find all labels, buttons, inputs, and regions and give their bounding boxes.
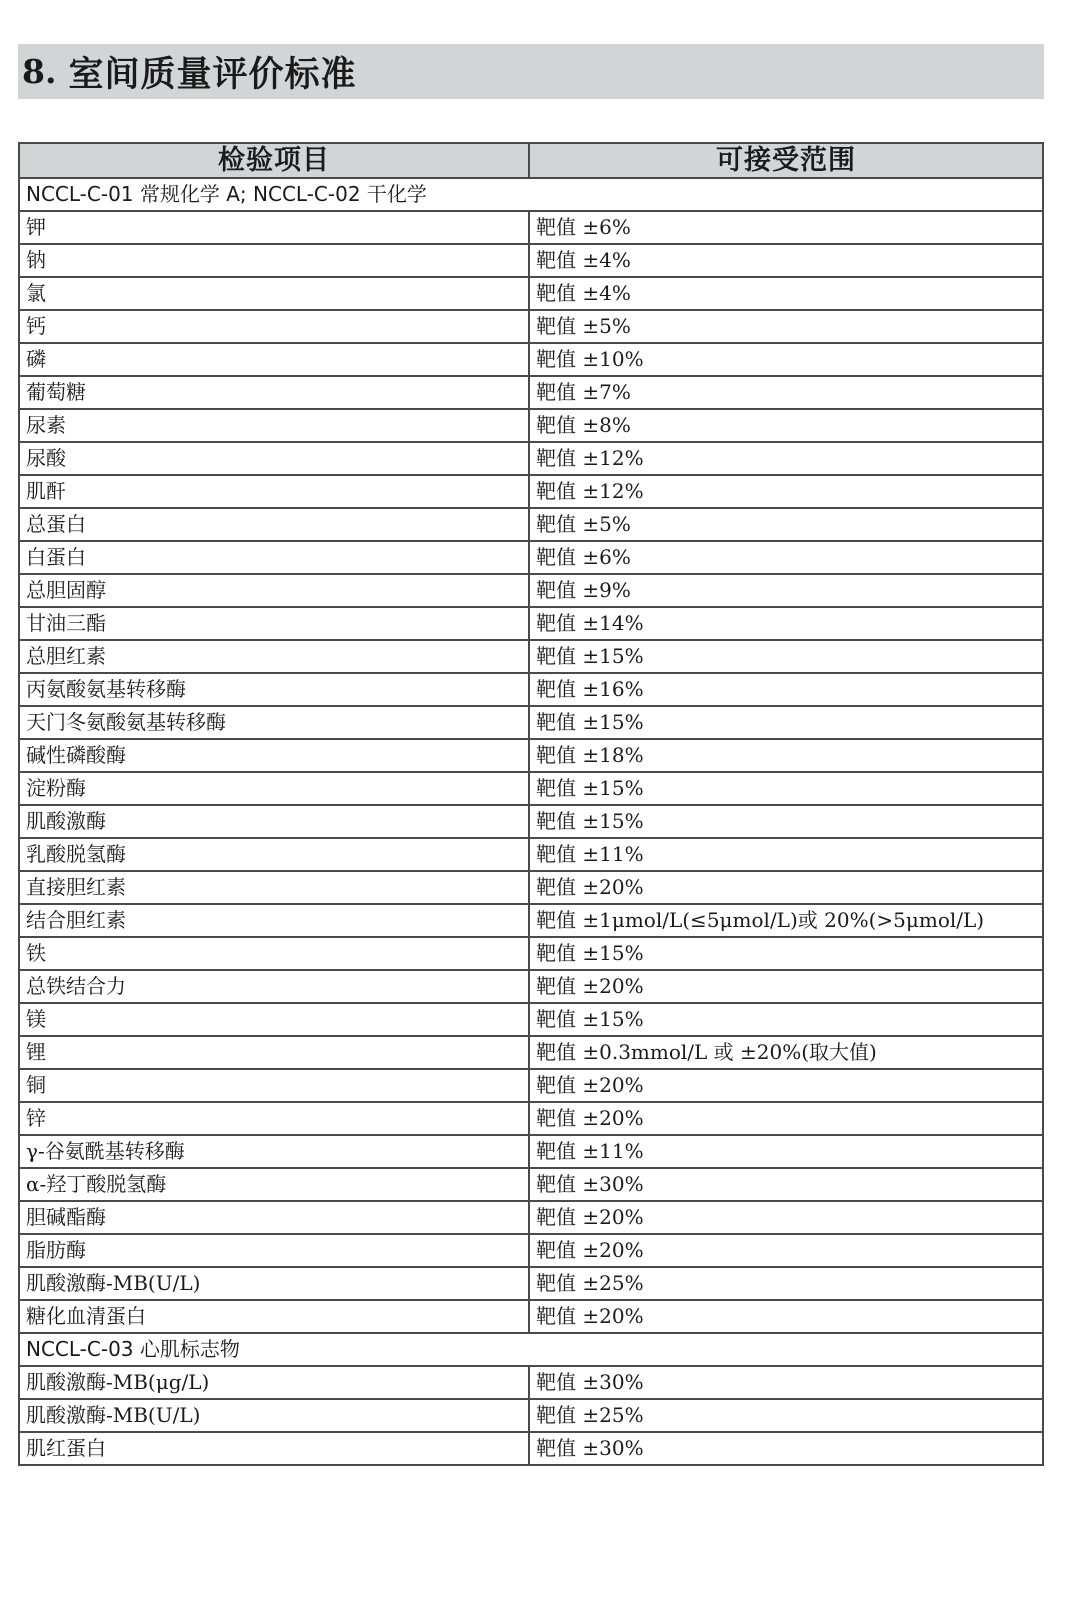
- test-item-cell: 脂肪酶: [19, 1234, 529, 1267]
- acceptable-range-cell: 靶值 ±30%: [529, 1432, 1043, 1465]
- acceptable-range-cell: 靶值 ±0.3mmol/L 或 ±20%(取大值): [529, 1036, 1043, 1069]
- table-row: [19, 607, 1043, 640]
- acceptable-range-cell: 靶值 ±11%: [529, 1135, 1043, 1168]
- acceptable-range-cell: 靶值 ±15%: [529, 1003, 1043, 1036]
- test-item-cell: 丙氨酸氨基转移酶: [19, 673, 529, 706]
- test-item-cell: 钾: [19, 211, 529, 244]
- acceptable-range-cell: 靶值 ±20%: [529, 1069, 1043, 1102]
- acceptable-range-cell: 靶值 ±11%: [529, 838, 1043, 871]
- acceptable-range-cell: 靶值 ±20%: [529, 1234, 1043, 1267]
- table-row: [19, 343, 1043, 376]
- test-item-cell: 肌酸激酶-MB(U/L): [19, 1267, 529, 1300]
- acceptable-range-cell: 靶值 ±15%: [529, 640, 1043, 673]
- test-item-cell: 白蛋白: [19, 541, 529, 574]
- acceptable-range-cell: 靶值 ±20%: [529, 871, 1043, 904]
- acceptable-range-cell: 靶值 ±7%: [529, 376, 1043, 409]
- table-row: [19, 706, 1043, 739]
- table-row: [19, 1432, 1043, 1465]
- test-item-cell: 胆碱酯酶: [19, 1201, 529, 1234]
- test-item-cell: 尿酸: [19, 442, 529, 475]
- test-item-cell: 结合胆红素: [19, 904, 529, 937]
- table-row: [19, 1168, 1043, 1201]
- test-item-cell: 肌酸激酶-MB(U/L): [19, 1399, 529, 1432]
- acceptable-range-cell: 靶值 ±15%: [529, 937, 1043, 970]
- acceptable-range-cell: 靶值 ±18%: [529, 739, 1043, 772]
- table-row: [19, 508, 1043, 541]
- table-row: [19, 574, 1043, 607]
- acceptable-range-cell: 靶值 ±10%: [529, 343, 1043, 376]
- test-item-cell: 钙: [19, 310, 529, 343]
- acceptable-range-cell: 靶值 ±15%: [529, 706, 1043, 739]
- test-item-cell: 钠: [19, 244, 529, 277]
- table-row: [19, 541, 1043, 574]
- table-row: [19, 772, 1043, 805]
- test-item-cell: 尿素: [19, 409, 529, 442]
- section-title-bar: [18, 44, 1044, 99]
- table-row: [19, 838, 1043, 871]
- table-row: [19, 244, 1043, 277]
- table-row: [19, 640, 1043, 673]
- acceptable-range-cell: 靶值 ±15%: [529, 772, 1043, 805]
- acceptable-range-cell: 靶值 ±20%: [529, 1102, 1043, 1135]
- acceptable-range-cell: 靶值 ±20%: [529, 970, 1043, 1003]
- test-item-cell: 肌红蛋白: [19, 1432, 529, 1465]
- table-body: [19, 178, 1043, 1465]
- acceptable-range-cell: 靶值 ±8%: [529, 409, 1043, 442]
- test-item-cell: 铜: [19, 1069, 529, 1102]
- header-acceptable-range: 可接受范围: [529, 143, 1043, 178]
- acceptable-range-cell: 靶值 ±30%: [529, 1168, 1043, 1201]
- test-item-cell: 总蛋白: [19, 508, 529, 541]
- acceptable-range-cell: 靶值 ±20%: [529, 1201, 1043, 1234]
- group-header-row: [19, 178, 1043, 211]
- table-row: [19, 442, 1043, 475]
- table-row: [19, 310, 1043, 343]
- table-row: [19, 1069, 1043, 1102]
- acceptable-range-cell: 靶值 ±5%: [529, 508, 1043, 541]
- acceptable-range-cell: 靶值 ±14%: [529, 607, 1043, 640]
- test-item-cell: 镁: [19, 1003, 529, 1036]
- table-row: [19, 409, 1043, 442]
- table-row: [19, 904, 1043, 937]
- test-item-cell: 乳酸脱氢酶: [19, 838, 529, 871]
- test-item-cell: 总胆红素: [19, 640, 529, 673]
- acceptable-range-cell: 靶值 ±25%: [529, 1399, 1043, 1432]
- test-item-cell: 肌酸激酶-MB(μg/L): [19, 1366, 529, 1399]
- test-item-cell: 肌酐: [19, 475, 529, 508]
- acceptable-range-cell: 靶值 ±25%: [529, 1267, 1043, 1300]
- table-row: [19, 211, 1043, 244]
- table-row: [19, 1102, 1043, 1135]
- table-row: [19, 673, 1043, 706]
- table-row: [19, 739, 1043, 772]
- table-header-row: [19, 143, 1043, 178]
- group-header-row: [19, 1333, 1043, 1366]
- test-item-cell: 淀粉酶: [19, 772, 529, 805]
- table-row: [19, 805, 1043, 838]
- table-row: [19, 970, 1043, 1003]
- acceptable-range-cell: 靶值 ±30%: [529, 1366, 1043, 1399]
- test-item-cell: 总铁结合力: [19, 970, 529, 1003]
- table-row: [19, 1135, 1043, 1168]
- acceptable-range-cell: 靶值 ±16%: [529, 673, 1043, 706]
- table-row: [19, 1201, 1043, 1234]
- test-item-cell: 氯: [19, 277, 529, 310]
- table-row: [19, 475, 1043, 508]
- acceptable-range-cell: 靶值 ±12%: [529, 475, 1043, 508]
- test-item-cell: 直接胆红素: [19, 871, 529, 904]
- acceptable-range-cell: 靶值 ±5%: [529, 310, 1043, 343]
- test-item-cell: 总胆固醇: [19, 574, 529, 607]
- test-item-cell: 锂: [19, 1036, 529, 1069]
- table-row: [19, 1300, 1043, 1333]
- test-item-cell: 天门冬氨酸氨基转移酶: [19, 706, 529, 739]
- test-item-cell: 锌: [19, 1102, 529, 1135]
- table-row: [19, 1036, 1043, 1069]
- section-number: 8.: [22, 52, 57, 91]
- acceptable-range-cell: 靶值 ±4%: [529, 244, 1043, 277]
- table-row: [19, 1366, 1043, 1399]
- test-item-cell: γ-谷氨酰基转移酶: [19, 1135, 529, 1168]
- acceptable-range-cell: 靶值 ±9%: [529, 574, 1043, 607]
- table-row: [19, 1267, 1043, 1300]
- acceptable-range-cell: 靶值 ±20%: [529, 1300, 1043, 1333]
- test-item-cell: 肌酸激酶: [19, 805, 529, 838]
- section-title: 室间质量评价标准: [68, 53, 357, 95]
- test-item-cell: 葡萄糖: [19, 376, 529, 409]
- group-label: NCCL-C-01 常规化学 A; NCCL-C-02 干化学: [19, 178, 1043, 211]
- table-row: [19, 937, 1043, 970]
- test-item-cell: α-羟丁酸脱氢酶: [19, 1168, 529, 1201]
- test-item-cell: 铁: [19, 937, 529, 970]
- test-item-cell: 糖化血清蛋白: [19, 1300, 529, 1333]
- acceptable-range-cell: 靶值 ±12%: [529, 442, 1043, 475]
- table-row: [19, 871, 1043, 904]
- table-row: [19, 1234, 1043, 1267]
- table-row: [19, 277, 1043, 310]
- acceptable-range-cell: 靶值 ±4%: [529, 277, 1043, 310]
- acceptable-range-cell: 靶值 ±6%: [529, 541, 1043, 574]
- eqa-standards-table: [18, 142, 1044, 1466]
- table-row: [19, 1003, 1043, 1036]
- acceptable-range-cell: 靶值 ±6%: [529, 211, 1043, 244]
- header-test-item: 检验项目: [19, 143, 529, 178]
- group-label: NCCL-C-03 心肌标志物: [19, 1333, 1043, 1366]
- acceptable-range-cell: 靶值 ±15%: [529, 805, 1043, 838]
- test-item-cell: 碱性磷酸酶: [19, 739, 529, 772]
- acceptable-range-cell: 靶值 ±1μmol/L(≤5μmol/L)或 20%(>5μmol/L): [529, 904, 1043, 937]
- test-item-cell: 甘油三酯: [19, 607, 529, 640]
- table-row: [19, 1399, 1043, 1432]
- test-item-cell: 磷: [19, 343, 529, 376]
- table-row: [19, 376, 1043, 409]
